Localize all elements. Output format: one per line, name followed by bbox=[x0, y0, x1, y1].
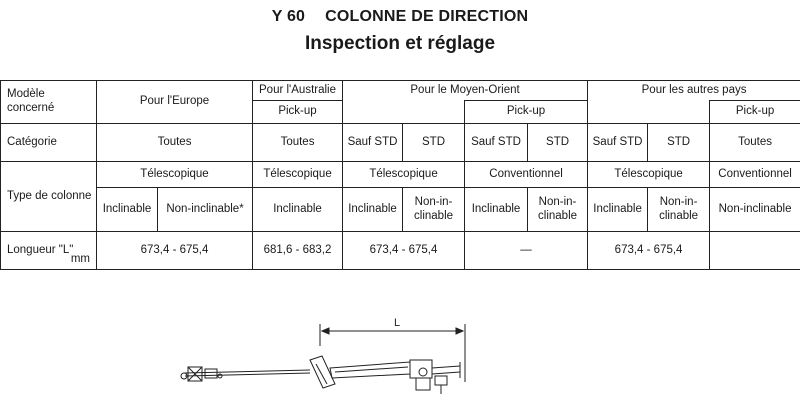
europe-length: 673,4 - 675,4 bbox=[97, 232, 253, 270]
europe-type: Télescopique bbox=[97, 162, 253, 188]
middle-east-pickup: Pick-up bbox=[465, 101, 588, 124]
length-label: Longueur "L" bbox=[7, 243, 74, 256]
section-title: COLONNE DE DIRECTION bbox=[325, 8, 529, 25]
row-label-category: Catégorie bbox=[1, 124, 97, 162]
other-pickup-non-inclinable: Non-inclinable bbox=[710, 188, 800, 232]
europe-category: Toutes bbox=[97, 124, 253, 162]
other-std: STD bbox=[648, 124, 710, 162]
upper-shaft bbox=[432, 366, 460, 368]
middle-east-pickup-non-inclinable: Non-in- clinable bbox=[528, 188, 588, 232]
row-category bbox=[1, 124, 800, 162]
row-column-type bbox=[1, 162, 800, 188]
other-pickup-length bbox=[710, 232, 800, 270]
other-pickup-type: Conventionnel bbox=[710, 162, 800, 188]
middle-east-std: STD bbox=[403, 124, 465, 162]
other-length: 673,4 - 675,4 bbox=[588, 232, 710, 270]
dimension-label: L bbox=[393, 317, 401, 329]
other-pickup-category: Toutes bbox=[710, 124, 800, 162]
row-length bbox=[1, 232, 800, 270]
europe-inclinable: Inclinable bbox=[97, 188, 158, 232]
lock-lever-housing bbox=[435, 376, 447, 385]
page-subtitle: Inspection et réglage bbox=[304, 33, 496, 54]
dimension-arrow-right bbox=[456, 328, 463, 334]
document-header bbox=[0, 8, 800, 26]
other-non-inclinable: Non-in- clinable bbox=[648, 188, 710, 232]
middle-east-pickup-type: Conventionnel bbox=[465, 162, 588, 188]
australia-length: 681,6 - 683,2 bbox=[253, 232, 343, 270]
other-blank bbox=[588, 101, 710, 124]
australia-inclinable: Inclinable bbox=[253, 188, 343, 232]
row-label-length bbox=[1, 232, 97, 270]
middle-east-pickup-length: — bbox=[465, 232, 588, 270]
other-sauf-std: Sauf STD bbox=[588, 124, 648, 162]
middle-east-blank bbox=[343, 101, 465, 124]
australia-type: Télescopique bbox=[253, 162, 343, 188]
shaft-coupling bbox=[205, 369, 217, 378]
other-pickup: Pick-up bbox=[710, 101, 800, 124]
dimension-arrow-left bbox=[322, 328, 329, 334]
middle-east-pickup-inclinable: Inclinable bbox=[465, 188, 528, 232]
row-label-column-type: Type de colonne bbox=[1, 162, 97, 232]
market-middle-east: Pour le Moyen-Orient bbox=[343, 81, 588, 101]
australia-pickup: Pick-up bbox=[253, 101, 343, 124]
other-type: Télescopique bbox=[588, 162, 710, 188]
section-code: Y 60 bbox=[271, 8, 306, 25]
intermediate-shaft bbox=[185, 370, 310, 373]
market-other: Pour les autres pays bbox=[588, 81, 800, 101]
australia-category: Toutes bbox=[253, 124, 343, 162]
europe-non-inclinable: Non-inclinable* bbox=[158, 188, 253, 232]
steering-column-diagram bbox=[160, 312, 490, 398]
middle-east-pickup-sauf-std: Sauf STD bbox=[465, 124, 528, 162]
steering-column-spec-table bbox=[0, 80, 800, 270]
middle-east-inclinable: Inclinable bbox=[343, 188, 403, 232]
other-inclinable: Inclinable bbox=[588, 188, 648, 232]
middle-east-pickup-std: STD bbox=[528, 124, 588, 162]
row-tilt bbox=[1, 188, 800, 232]
middle-east-length: 673,4 - 675,4 bbox=[343, 232, 465, 270]
market-australia: Pour l'Australie bbox=[253, 81, 343, 101]
middle-east-sauf-std: Sauf STD bbox=[343, 124, 403, 162]
middle-east-non-inclinable: Non-in- clinable bbox=[403, 188, 465, 232]
row-label-model: Modèle concerné bbox=[1, 81, 97, 124]
middle-east-type: Télescopique bbox=[343, 162, 465, 188]
length-unit: mm bbox=[70, 253, 90, 266]
market-europe: Pour l'Europe bbox=[97, 81, 253, 124]
row-model bbox=[1, 81, 800, 101]
